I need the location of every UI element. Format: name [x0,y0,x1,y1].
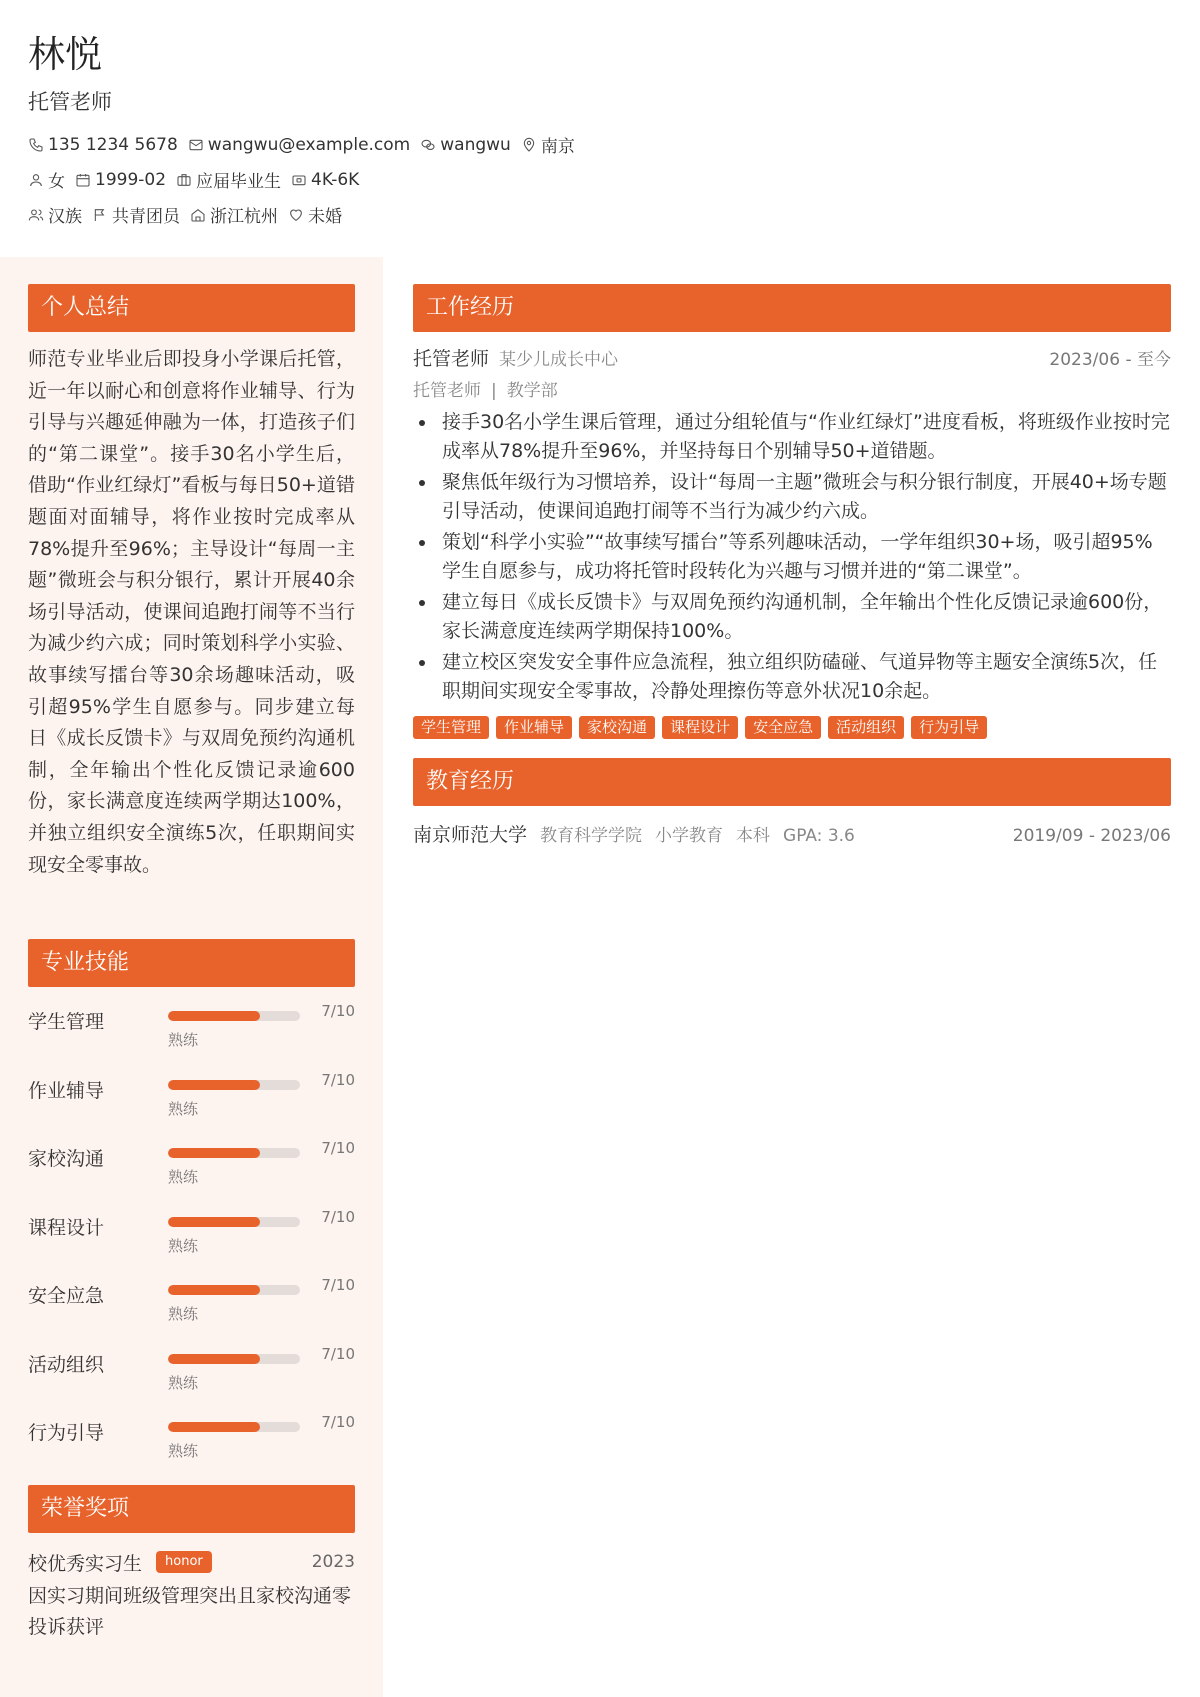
location-icon [521,137,537,153]
wallet-icon [291,172,307,188]
skill-tag: 课程设计 [662,716,738,739]
skill-level: 熟练 [168,1168,199,1186]
edu-gpa: GPA: 3.6 [783,826,855,846]
skill-bar-fill [168,1217,260,1227]
job-bullets [413,408,1171,706]
skill-name: 家校沟通 [28,1148,105,1170]
job-role-line [413,376,1171,400]
skill-bar [168,1285,300,1295]
skill-bar-fill [168,1080,260,1090]
skill-bar-fill [168,1422,260,1432]
skill-tag: 安全应急 [745,716,821,739]
skill-level: 熟练 [168,1236,199,1255]
skill-name: 作业辅导 [28,1079,105,1102]
edu-date: 2019/09 - 2023/06 [1012,826,1171,846]
summary-text: 师范专业毕业后即投身小学课后托管，近一年以耐心和创意将作业辅导、行为引导与兴趣延伸融为一体，打造孩子们的“第二课堂”。接手30名小学生后，借助“作业红绿灯”看板与每日50+道错题面对面辅导，将作业按时完成率从78%提升至96%；主导设计“每周一主题”微班会与积分银行，累计开展40余场引导活动，使课间追跑打闹等不当行为减少约六成；同时策划科学小实验、故事续写擂台等30余场趣味活动，吸引超95%学生自愿参与。同步建立每日《成长反馈卡》与双周免预约沟通机制，全年输出个性化反馈记录逾600份，家长满意度连续两学期达100%，并独立组织安全演练5次，任职期间实现安全零事故。 [28,348,355,876]
skill-row [28,997,355,1066]
job-date: 2023/06 - 至今 [1049,350,1171,370]
skill-score: 7/10 [321,1139,355,1157]
skill-bar [168,1217,300,1227]
skill-level: 熟练 [168,1305,199,1323]
skill-name: 行为引导 [28,1422,105,1444]
wechat-icon [420,137,436,153]
skill-row [28,1340,355,1409]
skill-level: 熟练 [168,1031,199,1049]
experience-item [176,167,281,192]
honor-year: 2023 [311,1552,355,1572]
job-company: 某少儿成长中心 [499,350,619,370]
skill-bar-fill [168,1354,260,1364]
salary-text: 4K-6K [311,169,360,190]
info-row-background [28,202,1168,227]
skill-name: 安全应急 [28,1285,105,1307]
job-role: 托管老师 [413,381,481,401]
work-section [413,284,1171,739]
hometown-text: 浙江杭州 [210,207,278,227]
skill-level: 熟练 [168,1442,199,1460]
job-separator: | [491,381,497,401]
experience-text: 应届毕业生 [196,172,282,192]
candidate-name: 林悦 [28,33,102,76]
skill-bar [168,1080,300,1090]
candidate-title: 托管老师 [28,90,112,114]
hometown-item [190,202,278,227]
location-item [521,132,575,157]
wechat-item [420,135,511,155]
skill-bar [168,1422,300,1432]
skill-bar [168,1148,300,1158]
skill-score: 7/10 [321,1070,355,1089]
job-tags [413,716,1171,739]
users-icon [28,207,44,223]
job-department: 教学部 [506,381,558,401]
skill-bar [168,1354,300,1364]
skill-score: 7/10 [321,1207,355,1226]
edu-major: 小学教育 [655,826,724,846]
skill-bar [168,1011,300,1021]
skill-tag: 家校沟通 [579,716,655,739]
skill-level: 熟练 [168,1373,199,1392]
job-title: 托管老师 [413,348,490,370]
briefcase-icon [176,172,192,188]
skill-tag: 活动组织 [828,716,904,739]
flag-icon [92,207,108,223]
skill-score: 7/10 [321,1276,355,1294]
calendar-icon [75,172,91,188]
edu-college: 教育科学学院 [540,826,643,846]
ethnicity-text: 汉族 [48,207,82,227]
user-icon [28,172,44,188]
honors-heading: 荣誉奖项 [28,1485,355,1533]
skill-name: 活动组织 [28,1353,105,1376]
job-bullet: 建立每日《成长反馈卡》与双周免预约沟通机制，全年输出个性化反馈记录逾600份，家长满意度连续两学期保持100%。 [413,588,1171,646]
home-icon [190,207,206,223]
skill-score: 7/10 [321,1002,355,1020]
honor-badge: honor [156,1551,212,1573]
location-text: 南京 [540,137,575,157]
skill-row [28,1203,355,1272]
info-row-personal [28,167,1168,192]
skill-bar-fill [168,1011,260,1021]
phone-text: 135 1234 5678 [48,134,178,155]
wechat-text: wangwu [440,134,511,155]
skill-tag: 学生管理 [413,716,489,739]
marital-text: 未婚 [308,207,342,227]
resume-header [28,30,1168,227]
gender-text: 女 [48,172,65,192]
education-item [413,820,1171,848]
summary-section [28,284,355,881]
job-bullet: 聚焦低年级行为习惯培养，设计“每周一主题”微班会与积分银行制度，开展40+场专题引导活动，使课间追跑打闹等不当行为减少约六成。 [413,468,1171,526]
ethnicity-item [28,202,82,227]
edu-school: 南京师范大学 [413,824,528,846]
skill-bar-fill [168,1148,260,1158]
skill-tag: 作业辅导 [496,716,572,739]
job-bullet: 接手30名小学生课后管理，通过分组轮值与“作业红绿灯”进度看板，将班级作业按时完成率从78%提升至96%，并坚持每日个别辅导50+道错题。 [413,408,1171,466]
skills-list [28,997,355,1477]
honors-section [28,1485,355,1643]
birth-item [75,170,166,190]
skill-name: 学生管理 [28,1011,105,1033]
job-bullet: 建立校区突发安全事件应急流程，独立组织防磕碰、气道异物等主题安全演练5次，任职期间实现安全零事故，冷静处理擦伤等意外状况10余起。 [413,648,1171,706]
political-item [92,202,180,227]
skill-tag: 行为引导 [911,716,987,739]
skill-row [28,1066,355,1135]
phone-icon [28,137,44,153]
info-row-contact [28,132,1168,157]
skill-row [28,1134,355,1203]
job-bullet: 策划“科学小实验”“故事续写擂台”等系列趣味活动，一学年组织30+场，吸引超95%学生自愿参与，成功将托管时段转化为兴趣与习惯并进的“第二课堂”。 [413,528,1171,586]
contact-info [28,132,1168,227]
skills-heading: 专业技能 [28,939,355,987]
political-text: 共青团员 [112,207,180,227]
honor-name: 校优秀实习生 [28,1552,143,1575]
birth-text: 1999-02 [95,169,167,190]
skill-bar-fill [168,1285,260,1295]
email-text: wangwu@example.com [207,134,411,155]
skills-section [28,939,355,1477]
work-heading: 工作经历 [413,284,1171,332]
skill-level: 熟练 [168,1099,199,1118]
mail-icon [188,137,204,153]
salary-item [291,170,359,190]
skill-row [28,1408,355,1477]
main-content [413,284,1171,848]
skill-name: 课程设计 [28,1216,105,1239]
sidebar [0,257,383,1697]
edu-degree: 本科 [736,826,771,846]
summary-heading: 个人总结 [28,284,355,332]
email-item [188,135,410,155]
skill-row [28,1271,355,1340]
phone-item [28,135,178,155]
education-section [413,758,1171,848]
honor-description: 因实习期间班级管理突出且家校沟通零投诉获评 [28,1585,352,1638]
job-header [413,344,1171,372]
skill-score: 7/10 [321,1413,355,1431]
skill-score: 7/10 [321,1344,355,1363]
education-heading: 教育经历 [413,758,1171,806]
honor-item [28,1549,355,1575]
heart-icon [288,207,304,223]
gender-item [28,167,65,192]
marital-item [288,202,342,227]
